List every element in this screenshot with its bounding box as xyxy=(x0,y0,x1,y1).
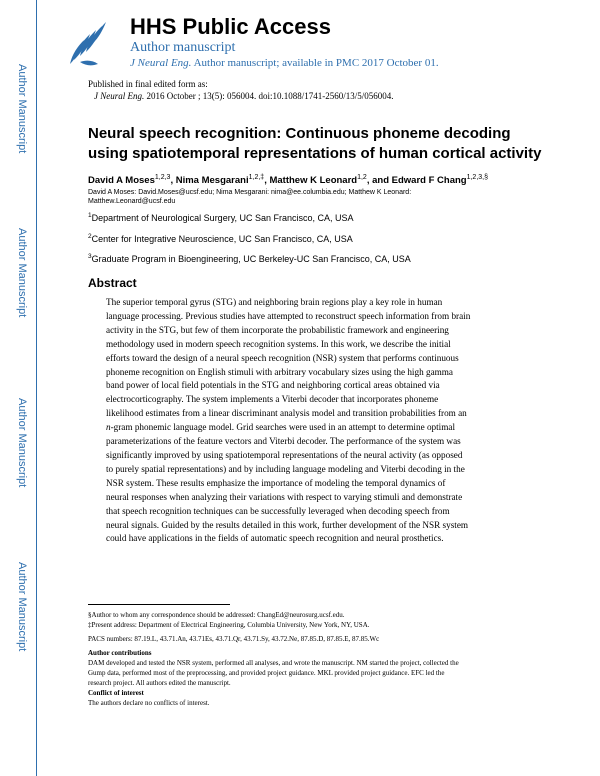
abstract-line: that speech recognition techniques can be successfully leveraged when decoding speech from xyxy=(106,505,450,516)
author-list xyxy=(88,174,488,186)
email-line: Matthew.Leonard@ucsf.edu xyxy=(88,198,176,205)
author-manuscript-side-label: Author Manuscript xyxy=(16,64,28,154)
publication-info xyxy=(88,78,393,102)
author-sep: , xyxy=(264,175,270,187)
abstract-line: n-gram phonemic language model. Grid searches were used in an attempt to determine optimal xyxy=(106,422,456,433)
contributions-line: Gump data, performed most of the preprocessing, and provided project guidance. MKL provided project guidance. EFC led the xyxy=(88,669,445,677)
author-sep: , and xyxy=(366,175,392,187)
title-line: Neural speech recognition: Continuous phoneme decoding xyxy=(88,125,511,142)
contributions-line: research project. All authors edited the manuscript. xyxy=(88,679,231,687)
abstract-line: activity in the STG, but few of them incorporate the probabilistic framework and engineering xyxy=(106,324,449,335)
abstract-heading: Abstract xyxy=(88,276,137,290)
pacs-numbers: PACS numbers: 87.19.L, 43.71.An, 43.71Es, 43.71.Qr, 43.71.Sy, 43.72.Ne, 87.85.D, 87.85.E, 87.85.Wc xyxy=(88,635,380,643)
abstract-line: neural signals. Guided by the results detailed in this work, further development of the NSR system xyxy=(106,519,469,530)
author-manuscript-side-label: Author Manuscript xyxy=(16,228,28,318)
availability-text: Author manuscript; available in PMC 2017 October 01. xyxy=(191,57,439,69)
present-address-note: ‡Present address: Department of Electrical Engineering, Columbia University, New York, NY, USA. xyxy=(88,621,370,629)
abstract-line: language processing. Previous studies have attempted to reconstruct speech information from brain xyxy=(106,310,471,321)
title-line: using spatiotemporal representations of human cortical activity xyxy=(88,145,542,162)
author-sep: , xyxy=(170,175,176,187)
affiliation xyxy=(88,212,354,223)
footnotes xyxy=(88,610,558,708)
affiliation-number: 2 xyxy=(88,233,92,240)
contributions-heading: Author contributions xyxy=(88,649,152,657)
author-name: David A Moses xyxy=(88,175,155,187)
abstract-line: The superior temporal gyrus (STG) and neighboring brain regions play a key role in human xyxy=(106,297,443,307)
citation-text: 2016 October ; 13(5): 056004. doi:10.1088/1741-2560/13/5/056004. xyxy=(144,91,394,101)
journal-name: J Neural Eng. xyxy=(130,57,192,69)
abstract-line: could have applications in the fields of automatic speech recognition and neural prosthetics. xyxy=(106,533,444,544)
hhs-title: HHS Public Access xyxy=(130,14,331,39)
affiliation-number: 3 xyxy=(88,253,92,260)
side-rule xyxy=(36,0,37,776)
affiliation-text: Center for Integrative Neuroscience, UC San Francisco, CA, USA xyxy=(91,234,353,244)
abstract-line: methodology used in modern speech recognition systems. In this work, we describe the initial xyxy=(106,338,451,349)
hhs-eagle-icon xyxy=(66,18,118,70)
manuscript-subtitle: Author manuscript xyxy=(130,40,236,55)
hhs-header xyxy=(52,12,592,74)
email-line: David A Moses: David.Moses@ucsf.edu; Nima Mesgarani: nima@ee.columbia.edu; Matthew K Leonard: xyxy=(88,189,412,196)
abstract-line: to purely spatial representations) and by including language modeling and Viterbi decoding in the xyxy=(106,463,465,474)
author-affil-sup: 1,2,3 xyxy=(154,174,171,181)
abstract-line: efforts toward the design of a neural speech recognition (NSR) system that performs continuous xyxy=(106,352,459,363)
published-label: Published in final edited form as: xyxy=(88,79,208,89)
abstract-line: electrocorticography. The system implements a Viterbi decoder that incorporates phoneme xyxy=(106,394,439,405)
abstract-line: parameterizations of the feature vectors and Viterbi decoder. The performance of the system was xyxy=(106,436,461,447)
italic-n: n xyxy=(106,422,111,433)
abstract-line: neural responses when analyzing their variations with respect to varying stimuli and demonstrate xyxy=(106,491,463,502)
footnote-divider xyxy=(88,604,230,605)
availability-line xyxy=(130,57,439,69)
journal-name: J Neural Eng. xyxy=(94,91,145,101)
affiliation xyxy=(88,253,411,264)
author-name: Edward F Chang xyxy=(391,175,467,187)
abstract-line: significantly improved by using spatiotemporal representations of the neural activity (as opposed xyxy=(106,449,463,460)
abstract-line: likelihood estimates from a linear discriminant analysis model and transition probabilities from an xyxy=(106,408,467,419)
abstract-line: NSR system. These results emphasize the importance of modeling the temporal dynamics of xyxy=(106,477,446,488)
conflict-text: The authors declare no conflicts of interest. xyxy=(88,699,210,707)
author-affil-sup: 1,2,3,§ xyxy=(466,174,489,181)
left-margin-bar xyxy=(0,0,52,776)
affiliation-number: 1 xyxy=(88,212,92,219)
author-manuscript-side-label: Author Manuscript xyxy=(16,398,28,488)
abstract-body xyxy=(106,296,550,546)
affiliation-text: Department of Neurological Surgery, UC San Francisco, CA, USA xyxy=(91,213,354,223)
contributions-line: DAM developed and tested the NSR system, performed all analyses, and wrote the manuscript. NM started the project, collected the xyxy=(88,659,459,667)
author-name: Nima Mesgarani xyxy=(175,175,249,187)
author-name: Matthew K Leonard xyxy=(269,175,358,187)
citation-line xyxy=(88,90,393,102)
conflict-heading: Conflict of interest xyxy=(88,689,144,697)
author-affil-sup: 1,2,‡ xyxy=(248,174,265,181)
affiliation-text: Graduate Program in Bioengineering, UC Berkeley-UC San Francisco, CA, USA xyxy=(91,254,411,264)
correspondence-note: §Author to whom any correspondence should be addressed: ChangEd@neurosurg.ucsf.edu. xyxy=(88,611,345,619)
paper-title xyxy=(88,124,558,164)
author-affil-sup: 1,2 xyxy=(357,174,367,181)
abstract-line: phoneme recognition on English stimuli with arbitrary vocabulary sizes using the high gamma xyxy=(106,366,454,377)
abstract-line: band power of local field potentials in the STG and neighboring cortical areas obtained via xyxy=(106,380,440,391)
author-emails xyxy=(88,188,528,206)
affiliation xyxy=(88,233,353,244)
author-manuscript-side-label: Author Manuscript xyxy=(16,562,28,652)
